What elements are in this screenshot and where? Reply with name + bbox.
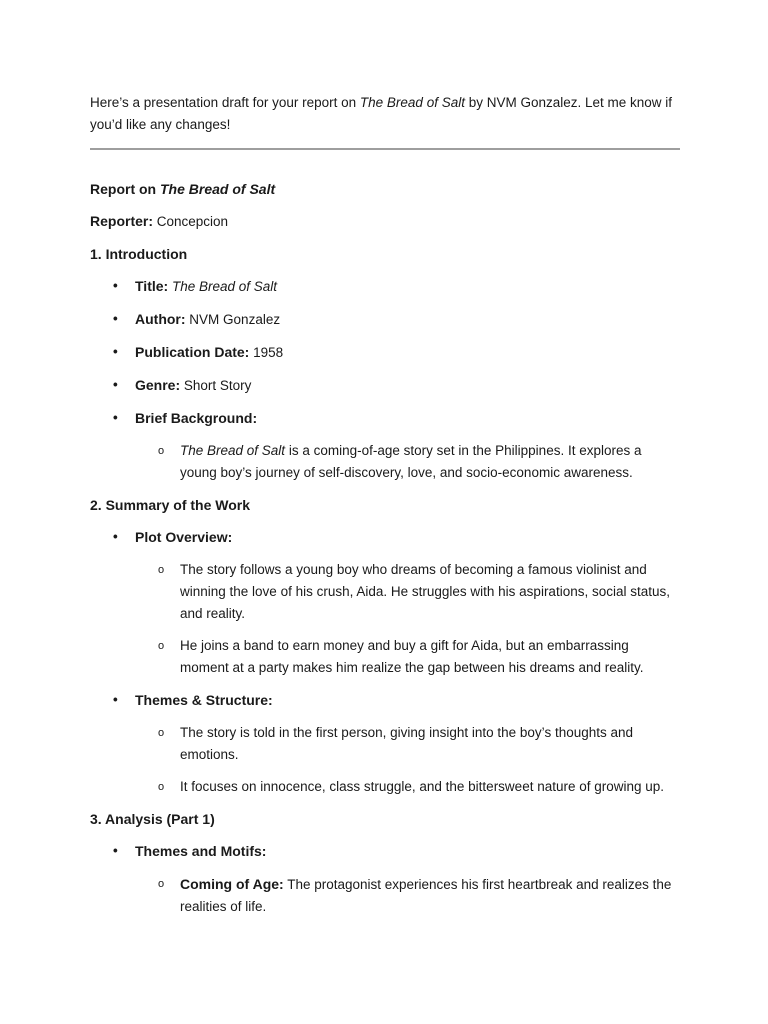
sub-item-label: Coming of Age: — [180, 876, 284, 892]
reporter-line — [90, 210, 680, 233]
hollow-bullet-icon: o — [158, 781, 165, 793]
sub-list-item — [158, 873, 680, 918]
hollow-bullet-icon: o — [158, 640, 165, 652]
bullet-icon: • — [113, 311, 118, 326]
item-label: Brief Background: — [135, 410, 258, 426]
item-value: The Bread of Salt — [171, 279, 278, 294]
section-analysis-heading: 3. Analysis (Part 1) — [90, 811, 215, 827]
intro-text-end: by NVM Gonzalez. Let me know if you’d like any changes! — [90, 95, 673, 132]
sub-item-text: The story is told in the first person, giving insight into the boy’s thoughts and emotions. — [180, 725, 634, 762]
bullet-icon: • — [113, 692, 118, 707]
hollow-bullet-icon: o — [158, 878, 165, 890]
bullet-icon: • — [113, 410, 118, 425]
report-title-prefix: Report on — [90, 181, 160, 197]
list-item-brief-background — [113, 407, 680, 430]
horizontal-divider — [90, 148, 680, 150]
list-item-genre — [113, 374, 680, 397]
hollow-bullet-icon: o — [158, 564, 165, 576]
sub-item-text: He joins a band to earn money and buy a gift for Aida, but an embarrassing moment at a party makes him realize the gap between his dreams and reality. — [180, 638, 644, 675]
section-summary-heading: 2. Summary of the Work — [90, 497, 251, 513]
report-book-title: The Bread of Salt — [160, 181, 276, 197]
list-item-themes-structure — [113, 689, 680, 712]
sub-list-item — [158, 635, 680, 679]
bullet-icon: • — [113, 529, 118, 544]
document-page — [90, 92, 680, 918]
sub-item-text: The story follows a young boy who dreams of becoming a famous violinist and winning the love of his crush, Aida. He struggles with his aspirations, social status, and reality. — [180, 562, 670, 621]
background-text: is a coming-of-age story set in the Philippines. It explores a young boy’s journey of self-discovery, love, and socio-economic awareness. — [180, 443, 642, 480]
sub-list-item — [158, 440, 680, 484]
list-item-author — [113, 308, 680, 331]
reporter-value: Concepcion — [153, 214, 229, 229]
section-introduction-heading: 1. Introduction — [90, 246, 188, 262]
intro-paragraph — [90, 92, 680, 136]
bullet-icon: • — [113, 278, 118, 293]
sub-list-item — [158, 722, 680, 766]
bullet-icon: • — [113, 377, 118, 392]
item-label: Genre: — [135, 377, 181, 393]
sub-list-item — [158, 559, 680, 625]
list-item-plot-overview — [113, 526, 680, 549]
item-label: Plot Overview: — [135, 529, 233, 545]
item-value: 1958 — [249, 345, 284, 360]
item-value: Short Story — [180, 378, 252, 393]
list-item-title — [113, 275, 680, 298]
sub-item-text: The protagonist experiences his first heartbreak and realizes the realities of life. — [180, 877, 672, 914]
background-book-title: The Bread of Salt — [180, 443, 286, 458]
item-label: Themes & Structure: — [135, 692, 273, 708]
list-item-publication-date — [113, 341, 680, 364]
bullet-icon: • — [113, 344, 118, 359]
report-title — [90, 178, 680, 200]
item-label: Title: — [135, 278, 169, 294]
intro-text: Here’s a presentation draft for your report on — [90, 95, 360, 110]
item-value: NVM Gonzalez — [185, 312, 281, 327]
list-item-themes-motifs — [113, 840, 680, 863]
item-label: Author: — [135, 311, 186, 327]
reporter-label: Reporter: — [90, 213, 154, 229]
intro-book-title: The Bread of Salt — [359, 95, 465, 110]
hollow-bullet-icon: o — [158, 445, 165, 457]
item-label: Publication Date: — [135, 344, 250, 360]
bullet-icon: • — [113, 843, 118, 858]
sub-item-text: It focuses on innocence, class struggle, and the bittersweet nature of growing up. — [180, 779, 665, 794]
hollow-bullet-icon: o — [158, 727, 165, 739]
item-label: Themes and Motifs: — [135, 843, 267, 859]
sub-list-item — [158, 776, 680, 798]
